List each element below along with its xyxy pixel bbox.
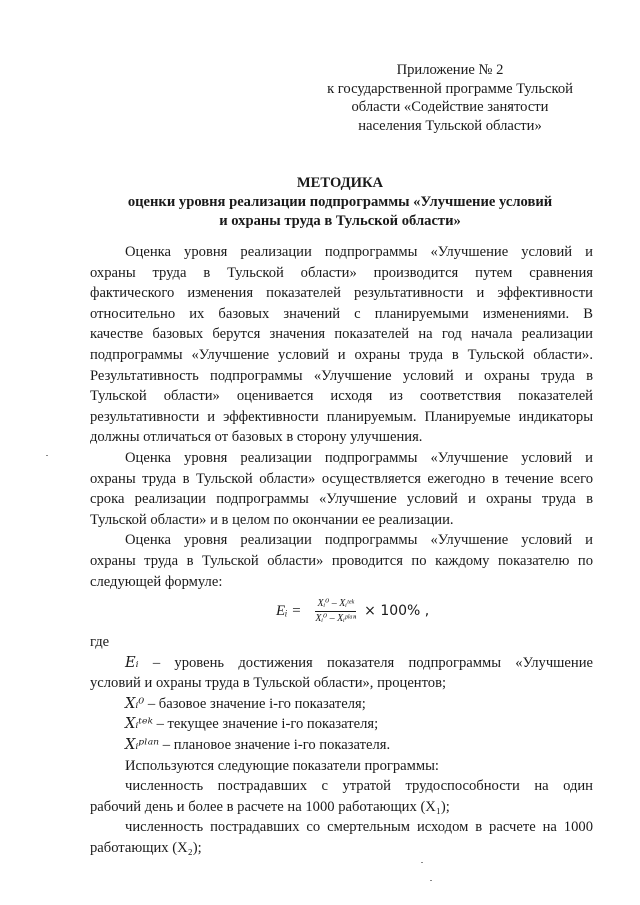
text-line: фактического изменения показателей результативности и эффективности (90, 285, 593, 302)
paragraph-2 (90, 448, 593, 530)
document-body (90, 242, 593, 859)
document-title (40, 174, 640, 231)
appendix-line: Приложение № 2 (396, 62, 504, 78)
title-main: МЕТОДИКА (296, 175, 384, 191)
text-line: численность пострадавших со смертельным исходом в расчете на 1000 (125, 819, 593, 836)
text-line: следующей формуле: (90, 573, 223, 590)
text-line: охраны труда в Тульской области» производится путем сравнения (90, 264, 593, 281)
appendix-header (300, 61, 600, 135)
text-line: Оценка уровня реализации подпрограммы «Улучшение условий и (125, 449, 593, 466)
definition-text: – текущее значение i-го показателя; (156, 716, 379, 733)
appendix-line: области «Содействие занятости (351, 99, 549, 116)
text-line: относительно их базовых значений с планируемыми изменениями. В (90, 305, 593, 322)
text-line (90, 653, 593, 674)
text-line: рабочий день и более в расчете на 1000 работающих (X₁); (90, 798, 450, 815)
title-subtitle-line: и охраны труда в Тульской области» (219, 213, 461, 229)
symbol-xtek: Xᵢᵗᵉᵏ (125, 715, 153, 733)
text-line: Оценка уровня реализации подпрограммы «Улучшение условий и (125, 532, 593, 549)
text-line: Тульской области» оценивается исходя из соответствия показателей (90, 388, 593, 405)
text-line: срока реализации подпрограммы «Улучшение условий и охраны труда в (90, 491, 593, 508)
symbol-xplan: Xᵢᵖˡᵃⁿ (125, 736, 160, 754)
definition-text: – базовое значение i-го показателя; (147, 695, 366, 712)
paragraph-3 (90, 530, 593, 592)
formula-lhs: Eᵢ = (276, 603, 302, 620)
definition-text: – уровень достижения показателя подпрограммы «Улучшение (152, 654, 593, 671)
appendix-line: населения Тульской области» (358, 117, 542, 134)
symbol-e: Eᵢ (125, 653, 139, 671)
indicator-1 (90, 776, 593, 817)
formula-numerator: Xᵢ⁰ – Xᵢᵗᵉᵏ (317, 598, 355, 610)
formula-denominator: Xᵢ⁰ – Xᵢᵖˡᵃⁿ (315, 613, 357, 625)
scan-speck (421, 862, 423, 863)
text-line: условий и охраны труда в Тульской области», процентов; (90, 675, 447, 692)
definition-xtek (90, 714, 593, 735)
formula-multiplier: × 100% , (364, 603, 430, 620)
definition-x0 (90, 694, 593, 715)
formula-expression (276, 598, 429, 625)
appendix-line: к государственной программе Тульской (327, 80, 573, 97)
text-line: охраны труда в Тульской области» осуществляется ежегодно в течение всего (90, 470, 593, 487)
definition-e (90, 653, 593, 694)
scan-speck (430, 880, 432, 881)
text-line: должны отличаться от базовых в сторону улучшения. (90, 429, 423, 446)
indicators-intro: Используются следующие показатели программы: (125, 757, 439, 774)
text-line: работающих (X₂); (90, 840, 202, 857)
fraction-bar (315, 611, 356, 612)
formula-fraction (315, 598, 356, 625)
text-line: подпрограммы «Улучшение условий и охраны труда в Тульской области». (90, 346, 593, 363)
text-line: Оценка уровня реализации подпрограммы «Улучшение условий и (125, 244, 593, 260)
definition-text: – плановое значение i-го показателя. (162, 737, 391, 754)
text-line: результативности и эффективности планируемым. Планируемые индикаторы (90, 408, 593, 425)
text-line: Тульской области» и в целом по окончании ее реализации. (90, 511, 454, 528)
scan-speck (46, 455, 48, 456)
text-line: численность пострадавших с утратой трудоспособности на один (125, 778, 593, 795)
text-line: Результативность подпрограммы «Улучшение условий и охраны труда в (90, 367, 593, 384)
paragraph-1 (90, 242, 593, 448)
definition-xplan (90, 735, 593, 756)
where-label: где (90, 634, 110, 651)
formula (90, 592, 593, 632)
indicator-2 (90, 817, 593, 858)
symbol-x0: Xᵢ⁰ (125, 694, 145, 712)
text-line: качестве базовых берутся значения показателей на год начала реализации (90, 326, 593, 343)
title-subtitle-line: оценки уровня реализации подпрограммы «Улучшение условий (127, 194, 553, 210)
text-line: охраны труда в Тульской области» проводится по каждому показателю по (90, 552, 593, 569)
